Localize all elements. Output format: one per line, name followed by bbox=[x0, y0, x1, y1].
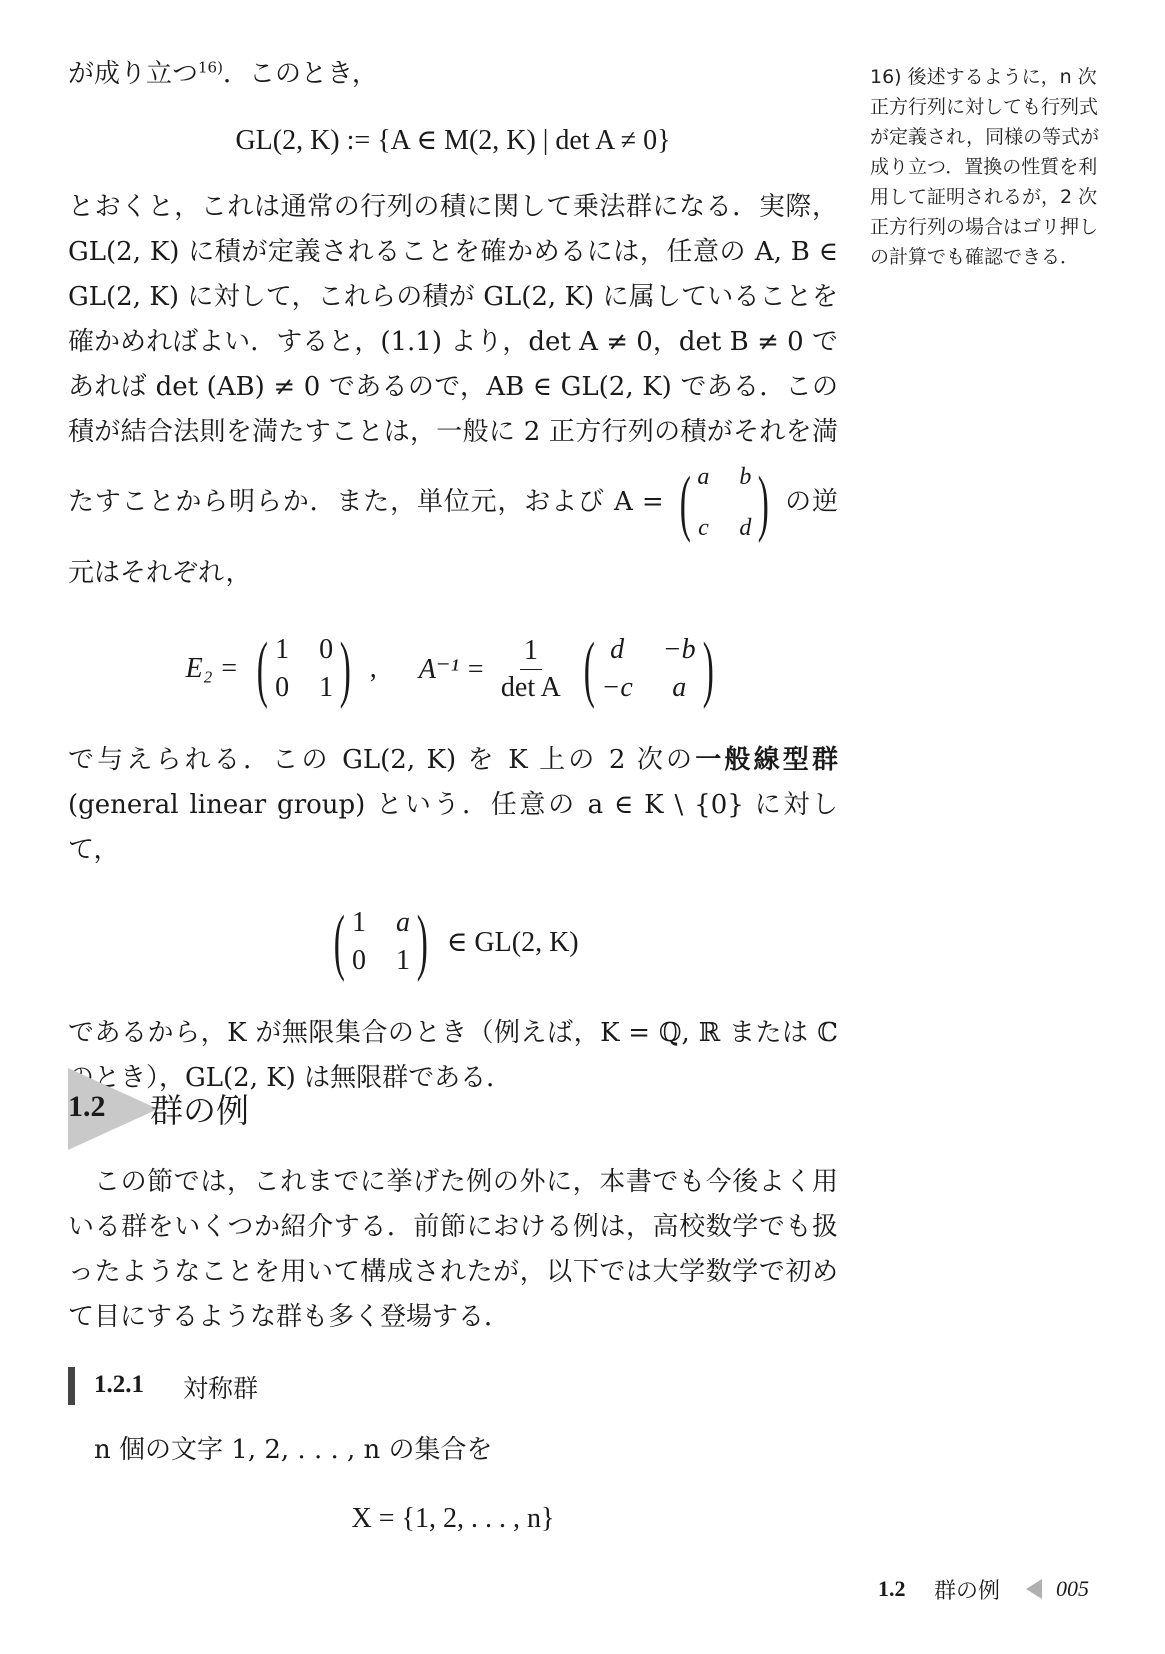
paragraph-5 bbox=[68, 1160, 838, 1340]
section-body bbox=[68, 1160, 838, 1340]
paragraph-6 bbox=[68, 1428, 838, 1473]
section-title: 群の例 bbox=[150, 1091, 249, 1130]
matrix-identity-cell: 0 bbox=[319, 634, 334, 665]
equation-set-x bbox=[68, 1503, 838, 1535]
matrix-inverse-grid bbox=[601, 634, 695, 704]
left-paren: ( bbox=[583, 628, 595, 710]
matrix-unipotent-cell: 1 bbox=[396, 945, 411, 976]
paragraph-1-text: が成り立つ bbox=[68, 59, 199, 89]
paragraph-3-text: で与えられる．この GL(2, K) を K 上の 2 次の bbox=[68, 745, 696, 775]
paragraph-2 bbox=[68, 185, 838, 596]
paragraph-1-tail: ．このとき， bbox=[222, 59, 378, 89]
main-column bbox=[68, 52, 838, 1101]
section-heading bbox=[68, 1068, 668, 1150]
paragraph-5-text: この節では，これまでに挙げた例の外に，本書でも今後よく用いる群をいくつか紹介する．前節における例は，高校数学でも扱ったようなことを用いて構成されたが，以下では大学数学で初めて目にするような群も多く登場する． bbox=[68, 1167, 838, 1332]
equation-separator: , bbox=[369, 653, 377, 684]
term-general-linear-group: 一般線型群 bbox=[695, 745, 838, 775]
equation-set-x-text: X = {1, 2, . . . , n} bbox=[351, 1503, 555, 1534]
left-paren: ( bbox=[679, 462, 691, 544]
right-paren: ) bbox=[758, 462, 770, 544]
subsection-body bbox=[68, 1428, 838, 1535]
equation-unipotent bbox=[68, 887, 838, 997]
identity-label: E₂ = bbox=[185, 653, 239, 684]
matrix-identity-cell: 0 bbox=[275, 672, 290, 703]
subsection-marker-bar bbox=[68, 1367, 75, 1405]
paragraph-2-text: とおくと，これは通常の行列の積に関して乗法群になる．実際，GL(2, K) に積が定義されることを確かめるには，任意の A, B ∈ GL(2, K) に対して，これらの積が GL(2, K) に属していることを確かめればよい．すると，(1.1) より，det A ≠ 0，det B ≠ 0 であれば det (AB) ≠ 0 であるので，AB ∈ GL(2, K) である．この積が結合法則を満たすことは，一般に 2 正方行列の積がそれを満たすことから明らか．また，単位元，および A = bbox=[68, 192, 838, 517]
paragraph-1 bbox=[68, 52, 838, 97]
matrix-unipotent-grid bbox=[352, 907, 410, 977]
matrix-a bbox=[673, 455, 776, 551]
matrix-unipotent-cell: 0 bbox=[352, 945, 367, 976]
fraction-numerator: 1 bbox=[520, 635, 542, 670]
matrix-a-cell: b bbox=[739, 464, 752, 490]
inverse-label: A⁻¹ = bbox=[418, 654, 485, 685]
paragraph-3 bbox=[68, 738, 838, 873]
footer-section-number: 1.2 bbox=[878, 1576, 906, 1601]
section-number: 1.2 bbox=[68, 1090, 106, 1123]
matrix-unipotent bbox=[327, 901, 434, 983]
matrix-identity-cell: 1 bbox=[275, 634, 290, 665]
matrix-a-cell: d bbox=[739, 515, 752, 541]
matrix-a-grid bbox=[697, 455, 751, 551]
matrix-a-cell: c bbox=[698, 515, 709, 541]
matrix-identity bbox=[250, 628, 357, 710]
fraction-one-over-det bbox=[501, 635, 561, 704]
left-paren: ( bbox=[257, 628, 269, 710]
sidenote-text: 16) 後述するように，n 次正方行列に対しても行列式が定義され，同様の等式が成り立つ．置換の性質を利用して証明されるが，2 次正方行列の場合はゴリ押しの計算でも確認できる． bbox=[870, 66, 1100, 268]
matrix-inverse-cell: a bbox=[672, 672, 687, 703]
paragraph-6-text: n 個の文字 1, 2, . . . , n の集合を bbox=[94, 1435, 493, 1465]
paragraph-4-text: であるから，K が無限集合のとき（例えば，K = ℚ, ℝ または ℂ のとき），GL(2, K) は無限群である． bbox=[68, 1018, 838, 1093]
matrix-a-cell: a bbox=[697, 464, 710, 490]
equation-identity-inverse bbox=[68, 614, 838, 724]
footnote-marker: 16) bbox=[198, 58, 223, 77]
subsection-number: 1.2.1 bbox=[94, 1371, 144, 1398]
matrix-identity-cell: 1 bbox=[319, 672, 334, 703]
paragraph-2-tail: の逆元はそれぞれ， bbox=[68, 487, 838, 588]
right-paren: ) bbox=[339, 628, 351, 710]
matrix-unipotent-cell: a bbox=[396, 907, 411, 938]
left-paren: ( bbox=[334, 901, 346, 983]
right-paren: ) bbox=[416, 901, 428, 983]
right-paren: ) bbox=[702, 628, 714, 710]
page-footer bbox=[878, 1572, 1108, 1606]
membership-gl: ∈ GL(2, K) bbox=[446, 927, 579, 958]
subsection-title: 対称群 bbox=[183, 1374, 259, 1403]
matrix-inverse-cell: −b bbox=[662, 634, 696, 665]
matrix-unipotent-cell: 1 bbox=[352, 907, 367, 938]
matrix-identity-grid bbox=[275, 634, 333, 704]
equation-gl-definition bbox=[68, 111, 838, 171]
fraction-denominator: det A bbox=[500, 671, 561, 703]
matrix-inverse-cell: d bbox=[610, 634, 625, 665]
footer-triangle-icon bbox=[1026, 1579, 1042, 1599]
page-number: 005 bbox=[1056, 1576, 1089, 1601]
matrix-inverse bbox=[577, 628, 721, 710]
sidenote bbox=[870, 62, 1110, 272]
equation-gl-definition-text: GL(2, K) := {A ∈ M(2, K) | det A ≠ 0} bbox=[235, 125, 671, 156]
paragraph-3-tail: (general linear group) という．任意の a ∈ K \ {0} に対して， bbox=[68, 790, 838, 865]
footer-section-title: 群の例 bbox=[934, 1579, 1001, 1604]
matrix-inverse-cell: −c bbox=[601, 672, 633, 703]
